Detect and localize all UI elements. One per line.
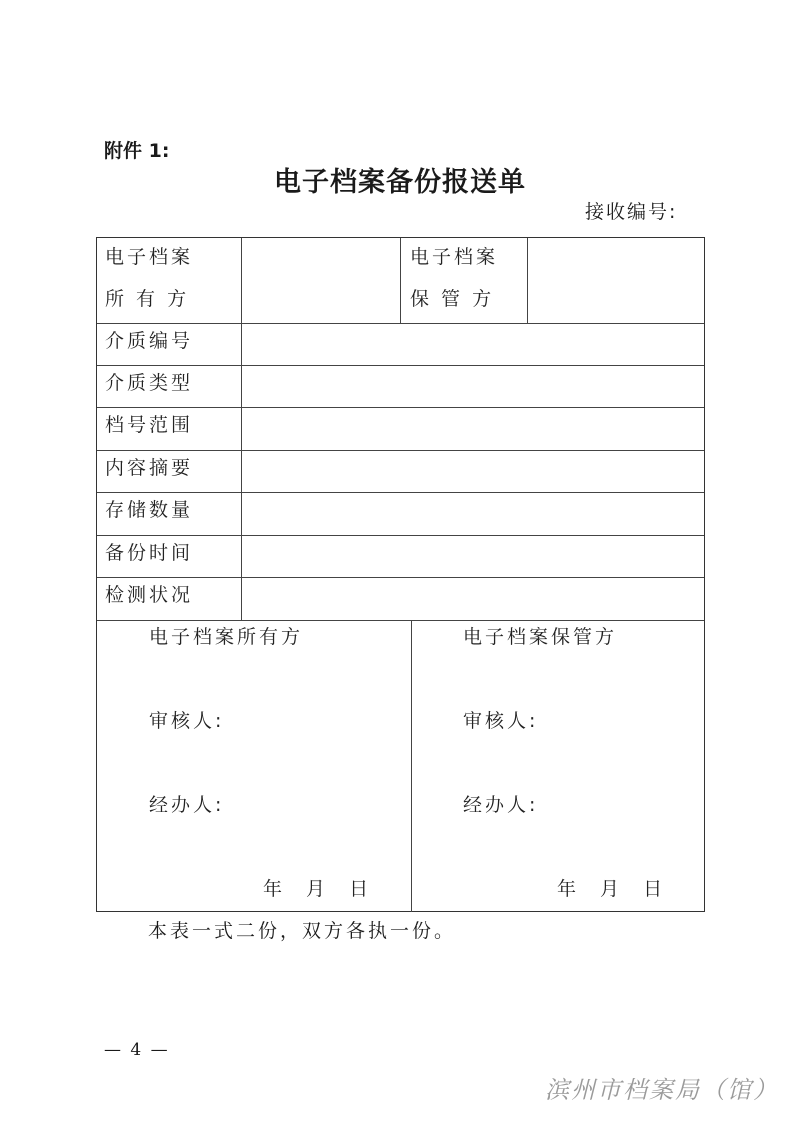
owner-date-label: 年 月 日 [263, 878, 372, 900]
row-label-backup-time: 备份时间 [105, 542, 194, 564]
divider-top-middle [400, 238, 401, 323]
owner-handler-label: 经办人: [149, 794, 225, 816]
row-divider [97, 620, 704, 621]
receipt-number-label: 接收编号: [585, 201, 678, 223]
backup-form-table [96, 237, 705, 912]
row-divider [97, 365, 704, 366]
row-divider [97, 492, 704, 493]
custodian-handler-label: 经办人: [463, 794, 539, 816]
row-divider [97, 450, 704, 451]
custodian-date-label: 年 月 日 [557, 878, 666, 900]
divider-top-right [527, 238, 528, 323]
row-label-content-summary: 内容摘要 [105, 457, 194, 479]
form-title: 电子档案备份报送单 [274, 167, 526, 198]
owner-reviewer-label: 审核人: [149, 710, 225, 732]
watermark: 滨州市档案局（馆） [545, 1076, 779, 1104]
row-divider [97, 577, 704, 578]
owner-party-label: 电子档案所有方 [149, 626, 304, 648]
custodian-party-label: 电子档案保管方 [463, 626, 618, 648]
attachment-label: 附件 1: [104, 140, 170, 162]
row-label-media-number: 介质编号 [105, 330, 194, 352]
row-label-archive-range: 档号范围 [105, 414, 194, 436]
row-label-inspection-status: 检测状况 [105, 584, 194, 606]
row-divider [97, 323, 704, 324]
row-label-storage-quantity: 存储数量 [105, 499, 194, 521]
row-label-media-type: 介质类型 [105, 372, 194, 394]
row-divider [97, 535, 704, 536]
custodian-reviewer-label: 审核人: [463, 710, 539, 732]
custodian-label-line2: 保 管 方 [410, 288, 495, 310]
page-number: — 4 — [104, 1040, 170, 1060]
custodian-label-line1: 电子档案 [410, 246, 499, 268]
divider-signature [411, 620, 412, 912]
row-divider [97, 407, 704, 408]
owner-label-line1: 电子档案 [105, 246, 194, 268]
divider-label-column [241, 238, 242, 620]
owner-label-line2: 所 有 方 [105, 288, 190, 310]
footnote: 本表一式二份，双方各执一份。 [148, 920, 457, 942]
